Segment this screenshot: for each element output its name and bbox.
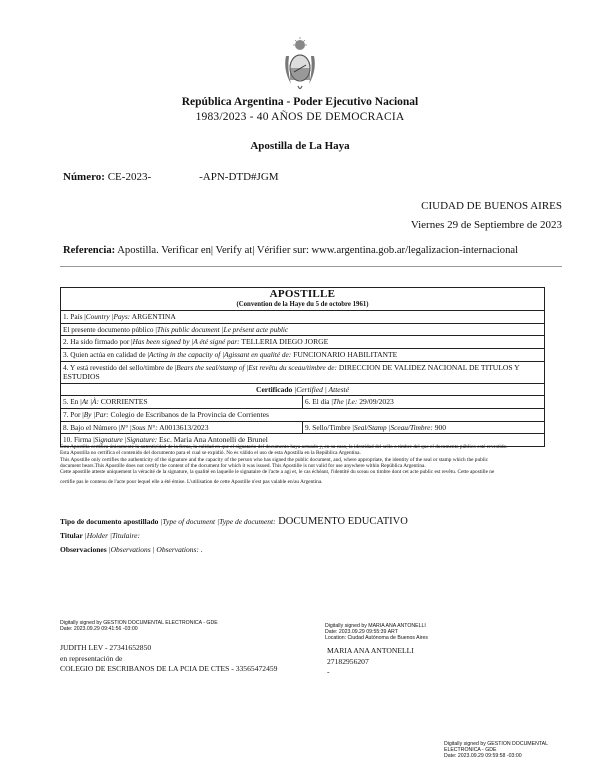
note-line: Cette apostille atteste uniquement la véracité de la signature, la qualité en laquelle le signataire de l'acte a agi et, le cas échéant, l'identité du sceau ou timbre dont cet acte public est revêtu. Cette apostille ne — [60, 469, 495, 476]
signer-extra: - — [327, 667, 330, 676]
argentina-coat-of-arms-icon — [281, 36, 319, 94]
note-line: Esta Apostilla certifica únicamente la autenticidad de la firma, la calidad en que el signatario del documento haya actuado y, en su caso, la identidad del sello o timbre del que el documento público esté revestido. — [60, 444, 508, 450]
apostille-header — [61, 288, 544, 310]
signer-left — [60, 643, 277, 675]
row-label: 10. Firma | — [63, 435, 95, 445]
signature-date: Date: 2023.09.29 09:55:39 ART — [325, 629, 398, 635]
row-label-translation: By |Par: — [83, 409, 109, 419]
row-label: 7. Por | — [63, 409, 84, 419]
row-label-translation: Has been signed by |A été signé par: — [132, 337, 240, 347]
row-value: ARGENTINA — [130, 312, 176, 322]
apostille-row-public-document — [61, 323, 544, 336]
signature-date: Date: 2023.09.29 09:41:56 -03:00 — [60, 626, 138, 632]
digital-signature-right — [325, 623, 428, 641]
signer-entity: COLEGIO DE ESCRIBANOS DE LA PCIA DE CTES - 33565472459 — [60, 664, 278, 673]
number-part1: CE-2023- — [107, 171, 152, 183]
date: Viernes 29 de Septiembre de 2023 — [410, 219, 562, 231]
row-value: 900 — [432, 422, 447, 432]
digital-signature-bottom — [444, 741, 548, 759]
divider — [60, 266, 562, 267]
note-line: document bears.This Apostille does not certify the content of the document for which it was issued. This Apostille is not valid for use anywhere within República Argentina. — [60, 462, 426, 469]
row-label-translation: Acting in the capacity of |Agissant en qualité de: — [148, 349, 292, 359]
row-value: FUNCIONARIO HABILITANTE — [291, 349, 398, 359]
referencia — [63, 245, 518, 256]
row-label-translation: Country |Pays: — [85, 312, 131, 322]
document-number — [63, 171, 279, 183]
certified-label: Certificado — [256, 384, 293, 394]
observations-translation: |Observations | Observations: — [106, 545, 199, 554]
signature-line: ELECTRONICA - GDE — [444, 747, 497, 753]
observations — [60, 545, 203, 554]
apostille-table — [60, 287, 545, 447]
document-type-translation: |Type of document |Type de document: — [158, 517, 276, 526]
apostille-notes — [60, 444, 560, 486]
row-label-translation: N° |Sous N°: — [120, 422, 158, 432]
note-line: certifie pas le contenu de l'acte pour lequel elle a été émise. L'utilisation de cette Apostille n'est pas valable en/au Argentina. — [60, 479, 323, 486]
document-type-label: Tipo de documento apostillado — [60, 517, 159, 526]
holder-translation: |Holder |Titulaire: — [82, 531, 140, 540]
document-type-value: DOCUMENTO EDUCATIVO — [275, 516, 408, 527]
apostille-convention: (Convention de la Haye du 5 de octobre 1961) — [236, 300, 369, 308]
signer-right — [327, 646, 414, 678]
number-part2: -APN-DTD#JGM — [199, 171, 279, 183]
signature-line: Digitally signed by GESTION DOCUMENTAL ELECTRONICA - GDE — [60, 620, 218, 626]
apostille-row-place-date — [61, 395, 544, 408]
signer-name: JUDITH LEV - 27341652850 — [60, 643, 152, 652]
row-label: 2. Ha sido firmado por | — [63, 337, 133, 347]
apostille-row-issuer — [61, 408, 544, 421]
row-value: Esc. Maria Ana Antonelli de Brunel — [157, 435, 268, 445]
place: CIUDAD DE BUENOS AIRES — [421, 200, 562, 212]
row-value: CORRIENTES — [98, 397, 148, 407]
signer-role: en representación de — [60, 653, 123, 663]
row-label: 4. Y está revestido del sello/timbre de | — [63, 362, 177, 372]
government-title: República Argentina - Poder Ejecutivo Nacional — [181, 96, 419, 108]
apostille-cell-number — [61, 422, 302, 434]
row-label-translation: The |Le: — [332, 397, 358, 407]
row-value: A0013613/2023 — [157, 422, 209, 432]
signer-name: MARIA ANA ANTONELLI — [327, 646, 414, 655]
apostille-cell-stamp — [302, 422, 544, 434]
apostille-row-capacity — [61, 348, 544, 361]
year-motto: 1983/2023 - 40 AÑOS DE DEMOCRACIA — [195, 111, 405, 123]
row-label-translation: At |À: — [81, 397, 99, 407]
row-label-translation: This public document |Le présent acte public — [156, 324, 289, 334]
row-label-translation: Seal/Stamp |Sceau/Timbre: — [353, 422, 433, 432]
apostille-certified-header — [61, 383, 544, 396]
holder-label: Titular — [60, 531, 83, 540]
row-value: TELLERIA DIEGO JORGE — [239, 337, 329, 347]
row-label: 1. País | — [63, 312, 86, 322]
row-label: 8. Bajo el Número | — [63, 422, 121, 432]
apostille-cell-place — [61, 396, 302, 408]
row-label: 5. En | — [63, 397, 82, 407]
row-value: DIRECCION DE VALIDEZ NACIONAL DE TITULOS Y ESTUDIOS — [63, 362, 520, 382]
referencia-label: Referencia: — [63, 245, 116, 256]
digital-signature-left — [60, 620, 218, 632]
note-line: Esta Apostilla no certifica el contenido del documento para el cual se expidió. No es válido el uso de esta Apostilla en la República Argentina. — [60, 450, 361, 457]
apostille-row-signed-by — [61, 335, 544, 348]
document-type — [60, 516, 408, 527]
row-value: 29/09/2023 — [357, 397, 394, 407]
observations-label: Observaciones — [60, 545, 107, 554]
row-label-translation: Signature |Signature: — [94, 435, 158, 445]
apostille-cell-date — [302, 396, 544, 408]
signature-line: Digitally signed by GESTION DOCUMENTAL — [444, 741, 548, 747]
holder — [60, 531, 140, 540]
apostille-row-country — [61, 310, 544, 323]
observations-value: . — [198, 545, 203, 554]
number-label: Número: — [63, 171, 105, 183]
row-label: 9. Sello/Timbre | — [305, 422, 354, 432]
apostille-row-seal — [61, 361, 544, 383]
referencia-text: Apostilla. Verificar en| Verify at| Vérifier sur: www.argentina.gob.ar/legalizacion-internacional — [117, 245, 519, 256]
certified-translation: |Certified | Attesté — [292, 384, 349, 394]
document-title: Apostilla de La Haya — [250, 140, 350, 152]
row-value: Colegio de Escribanos de la Provincia de Corrientes — [108, 409, 269, 419]
row-label: 6. El día | — [305, 397, 333, 407]
row-label: 3. Quien actúa en calidad de | — [63, 349, 149, 359]
signature-date: Date: 2023.09.29 09:59:58 -03:00 — [444, 753, 522, 759]
signature-location: Location: Ciudad Autónoma de Buenos Aires — [325, 635, 428, 641]
apostille-title: APOSTILLE — [269, 288, 336, 300]
row-label: El presente documento público | — [63, 324, 157, 334]
apostille-row-number-stamp — [61, 421, 544, 434]
row-label-translation: Bears the seal/stamp of |Est revêtu du sceau/timbre de: — [176, 362, 337, 372]
signer-id: 27182956207 — [327, 656, 369, 666]
note-line: This Apostille only certifies the authenticity of the signature and the capacity of the person who has signed the public document, and, where appropriate, the identity of the seal or stamp which the public — [60, 456, 489, 463]
signature-line: Digitally signed by MARIA ANA ANTONELLI — [325, 623, 426, 629]
